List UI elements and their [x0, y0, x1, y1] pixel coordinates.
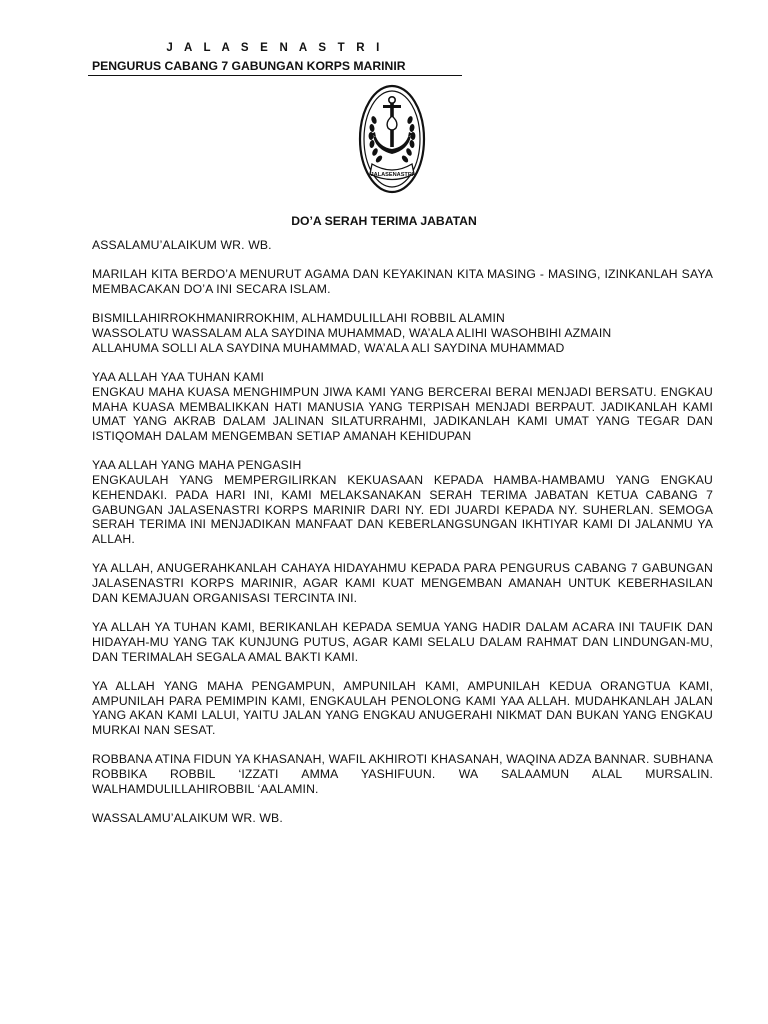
paragraph-prayer-1 — [92, 370, 713, 444]
emblem-label: JALASENASTRI — [370, 172, 414, 178]
prayer-text: ENGKAULAH YANG MEMPERGILIRKAN KEKUASAAN KEPADA HAMBA-HAMBAMU YANG ENGKAU KEHENDAKI. PADA HARI INI, KAMI MELAKSANAKAN SERAH TERIMA JABATAN KETUA CABANG 7 GABUNGAN JALASENASTRI KORPS MARINIR DARI NY. EDI JUARDI KEPADA NY. SUHERLAN. SEMOGA SERAH TERIMA INI MENJADIKAN MANFAAT DAN KEBERLANGSUNGAN IKHTIYAR KAMI DI JALANMU YA ALLAH. — [92, 473, 713, 546]
jalasenastri-emblem-icon — [358, 84, 426, 194]
paragraph-prayer-2 — [92, 458, 713, 546]
paragraph-prayer-5: YA ALLAH YANG MAHA PENGAMPUN, AMPUNILAH KAMI, AMPUNILAH KEDUA ORANGTUA KAMI, AMPUNILAH PARA PEMIMPIN KAMI, ENGKAULAH PENOLONG KAMI YAA ALLAH. MUDAHKANLAH JALAN YANG AKAN KAMI LALUI, YAITU JALAN YANG ENGKAU ANUGERAHI NIKMAT DAN BUKAN YANG ENGKAU MURKAI NAN SESAT. — [92, 678, 713, 738]
header-rule — [88, 75, 462, 76]
salawat-line-2: ALLAHUMA SOLLI ALA SAYDINA MUHAMMAD, WA’ALA ALI SAYDINA MUHAMMAD — [92, 340, 565, 355]
document-title: DO’A SERAH TERIMA JABATAN — [291, 214, 477, 228]
paragraph-prayer-4: YA ALLAH YA TUHAN KAMI, BERIKANLAH KEPADA SEMUA YANG HADIR DALAM ACARA INI TAUFIK DAN HIDAYAH-MU YANG TAK KUNJUNG PUTUS, AGAR KAMI SELALU DALAM RAHMAT DAN LINDUNGAN-MU, DAN TERIMALAH SEGALA AMAL BAKTI KAMI. — [92, 620, 713, 664]
org-name: J A L A S E N A S T R I — [166, 42, 384, 54]
prayer-heading: YAA ALLAH YAA TUHAN KAMI — [92, 370, 265, 385]
bismillah-line: BISMILLAHIRROKHMANIRROKHIM, ALHAMDULILLAHI ROBBIL ALAMIN — [92, 311, 505, 326]
org-subtitle: PENGURUS CABANG 7 GABUNGAN KORPS MARINIR — [92, 59, 406, 73]
salawat-line: WASSOLATU WASSALAM ALA SAYDINA MUHAMMAD, WA’ALA ALIHI WASOHBIHI AZMAIN — [92, 326, 612, 341]
salutation-opening: ASSALAMU’ALAIKUM WR. WB. — [92, 238, 272, 252]
paragraph-intro: MARILAH KITA BERDO’A MENURUT AGAMA DAN KEYAKINAN KITA MASING - MASING, IZINKANLAH SAYA MEMBACAKAN DO’A INI SECARA ISLAM. — [92, 267, 713, 297]
paragraph-prayer-3: YA ALLAH, ANUGERAHKANLAH CAHAYA HIDAYAHMU KEPADA PARA PENGURUS CABANG 7 GABUNGAN JALASENASTRI KORPS MARINIR, AGAR KAMI KUAT MENGEMBAN AMANAH UNTUK KEBERHASILAN DAN KEMAJUAN ORGANISASI TERCINTA INI. — [92, 561, 713, 605]
prayer-heading: YAA ALLAH YANG MAHA PENGASIH — [92, 458, 302, 473]
document-body — [92, 238, 713, 841]
prayer-text: ENGKAU MAHA KUASA MENGHIMPUN JIWA KAMI YANG BERCERAI BERAI MENJADI BERSATU. ENGKAU MAHA KUASA MEMBALIKKAN HATI MANUSIA YANG TERPISAH MENJADI BERPAUT. JADIKANLAH KAMI UMAT YANG AKRAB DALAM JALINAN SILATURRAHMI, JADIKANLAH KAMI UMAT YANG TEGAR DAN ISTIQOMAH DALAM MENGEMBAN SETIAP AMANAH KEHIDUPAN — [92, 384, 713, 444]
paragraph-bismillah — [92, 311, 713, 355]
paragraph-closing-prayer: ROBBANA ATINA FIDUN YA KHASANAH, WAFIL AKHIROTI KHASANAH, WAQINA ADZA BANNAR. SUBHANA ROBBIKA ROBBIL ‘IZZATI AMMA YASHIFUUN. WA SALAAMUN ALAL MURSALIN. WALHAMDULILLAHIROBBIL ‘AALAMIN. — [92, 752, 713, 796]
salutation-closing: WASSALAMU’ALAIKUM WR. WB. — [92, 811, 283, 826]
